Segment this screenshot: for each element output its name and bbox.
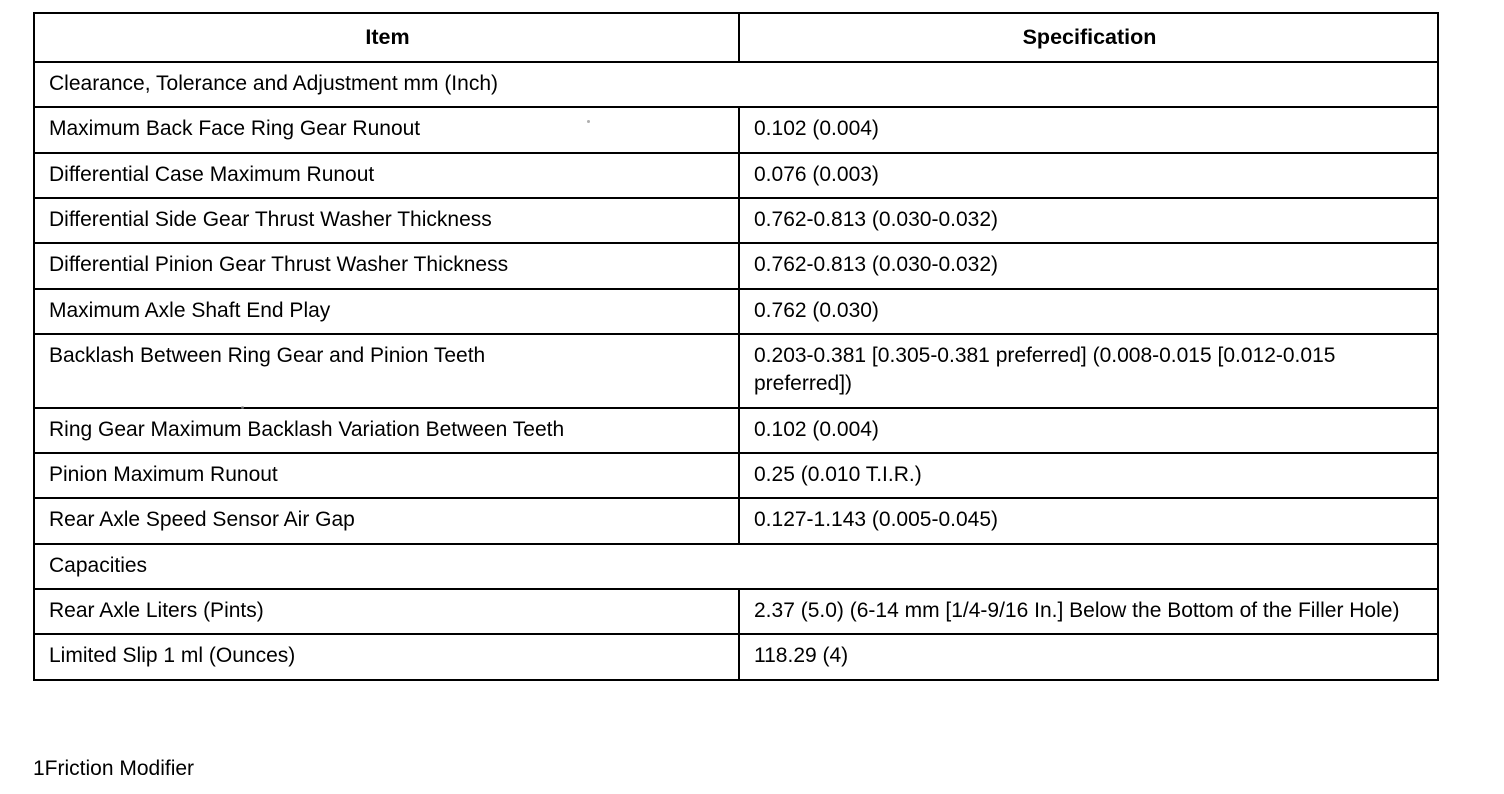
item-cell: Differential Side Gear Thrust Washer Thickness [34, 198, 739, 243]
table-row [34, 589, 1438, 634]
table-row [34, 544, 1438, 589]
table-row [34, 289, 1438, 334]
section-heading-cell: Clearance, Tolerance and Adjustment mm (Inch) [34, 62, 1438, 107]
specification-cell: 0.762 (0.030) [739, 289, 1438, 334]
table-row [34, 62, 1438, 107]
table-row [34, 107, 1438, 152]
section-heading-cell: Capacities [34, 544, 1438, 589]
item-cell: Rear Axle Liters (Pints) [34, 589, 739, 634]
table-row [34, 153, 1438, 198]
specification-cell: 0.102 (0.004) [739, 408, 1438, 453]
item-cell: Maximum Back Face Ring Gear Runout [34, 107, 739, 152]
item-cell: Rear Axle Speed Sensor Air Gap [34, 498, 739, 543]
item-cell: Pinion Maximum Runout [34, 453, 739, 498]
item-cell: Limited Slip 1 ml (Ounces) [34, 634, 739, 679]
specification-cell: 0.127-1.143 (0.005-0.045) [739, 498, 1438, 543]
table-row [34, 334, 1438, 408]
scan-speck [587, 120, 590, 123]
column-header-item: Item [34, 13, 739, 62]
specification-cell: 0.102 (0.004) [739, 107, 1438, 152]
table-row [34, 498, 1438, 543]
specification-cell: 118.29 (4) [739, 634, 1438, 679]
item-cell: Backlash Between Ring Gear and Pinion Teeth [34, 334, 739, 408]
specification-cell: 0.762-0.813 (0.030-0.032) [739, 198, 1438, 243]
specification-cell: 0.076 (0.003) [739, 153, 1438, 198]
specification-cell: 2.37 (5.0) (6-14 mm [1/4-9/16 In.] Below the Bottom of the Filler Hole) [739, 589, 1438, 634]
scan-speck [241, 406, 244, 409]
column-header-specification: Specification [739, 13, 1438, 62]
table-header-row [34, 13, 1438, 62]
item-cell: Differential Case Maximum Runout [34, 153, 739, 198]
specification-cell: 0.762-0.813 (0.030-0.032) [739, 243, 1438, 288]
table-row [34, 453, 1438, 498]
item-cell: Maximum Axle Shaft End Play [34, 289, 739, 334]
table-header [34, 13, 1438, 62]
table-body [34, 62, 1438, 680]
table-row [34, 243, 1438, 288]
table-row [34, 198, 1438, 243]
specification-table [33, 12, 1439, 681]
footnote: 1Friction Modifier [33, 757, 195, 780]
table-row [34, 634, 1438, 679]
item-cell: Ring Gear Maximum Backlash Variation Between Teeth [34, 408, 739, 453]
table-row [34, 408, 1438, 453]
specification-cell: 0.203-0.381 [0.305-0.381 preferred] (0.008-0.015 [0.012-0.015 preferred]) [739, 334, 1438, 408]
item-cell: Differential Pinion Gear Thrust Washer Thickness [34, 243, 739, 288]
specification-cell: 0.25 (0.010 T.I.R.) [739, 453, 1438, 498]
